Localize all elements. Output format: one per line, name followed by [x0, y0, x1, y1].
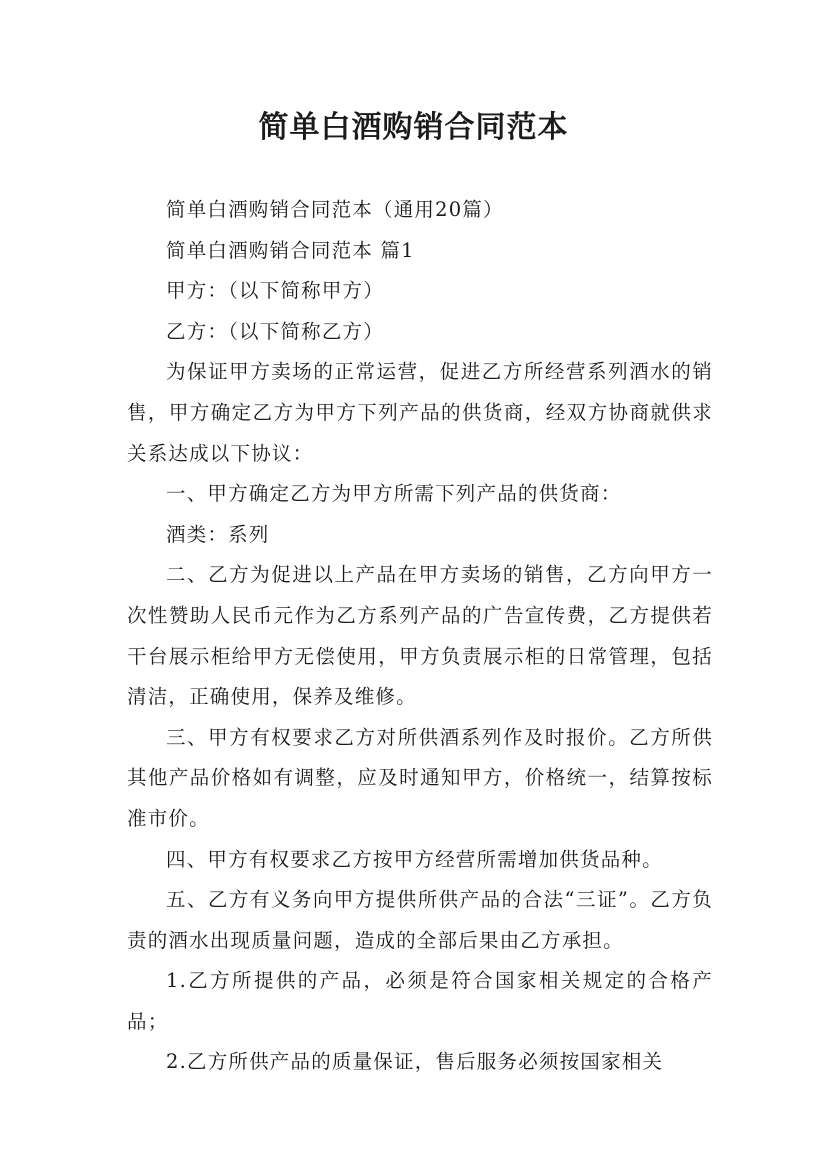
liquor-type-line: 酒类：系列	[166, 522, 270, 546]
party-b-line: 乙方：（以下简称乙方）	[166, 319, 384, 343]
document-title: 简单白酒购销合同范本	[258, 110, 569, 145]
clause-3: 三、甲方有权要求乙方对所供酒系列作及时报价。乙方所供其他产品价格如有调整，应及时通知甲方，价格统一，结算按标准市价。	[127, 725, 713, 830]
subtitle-paragraph: 简单白酒购销合同范本（通用20篇）	[166, 198, 504, 221]
clause-2: 二、乙方为促进以上产品在甲方卖场的销售，乙方向甲方一次性赞助人民币元作为乙方系列产品的广告宣传费，乙方提供若干台展示柜给甲方无偿使用，甲方负责展示柜的日常管理，包括清洁，正确使用，保养及维修。	[127, 563, 713, 709]
clause-4: 四、甲方有权要求乙方按甲方经营所需增加供货品种。	[166, 847, 663, 871]
clause-5-item-1: 1.乙方所提供的产品，必须是符合国家相关规定的合格产品；	[127, 969, 713, 1033]
clause-5: 五、乙方有义务向甲方提供所供产品的合法“三证”。乙方负责的酒水出现质量问题，造成的全部后果由乙方承担。	[127, 888, 713, 952]
preamble-paragraph: 为保证甲方卖场的正常运营，促进乙方所经营系列酒水的销售，甲方确定乙方为甲方下列产品的供货商，经双方协商就供求关系达成以下协议：	[127, 360, 713, 465]
clause-5-item-2: 2.乙方所供产品的质量保证，售后服务必须按国家相关	[166, 1050, 664, 1074]
clause-1: 一、甲方确定乙方为甲方所需下列产品的供货商：	[166, 482, 622, 506]
document-body	[127, 190, 713, 1083]
section-heading: 简单白酒购销合同范本 篇1	[166, 238, 415, 262]
party-a-line: 甲方：（以下简称甲方）	[166, 279, 384, 303]
